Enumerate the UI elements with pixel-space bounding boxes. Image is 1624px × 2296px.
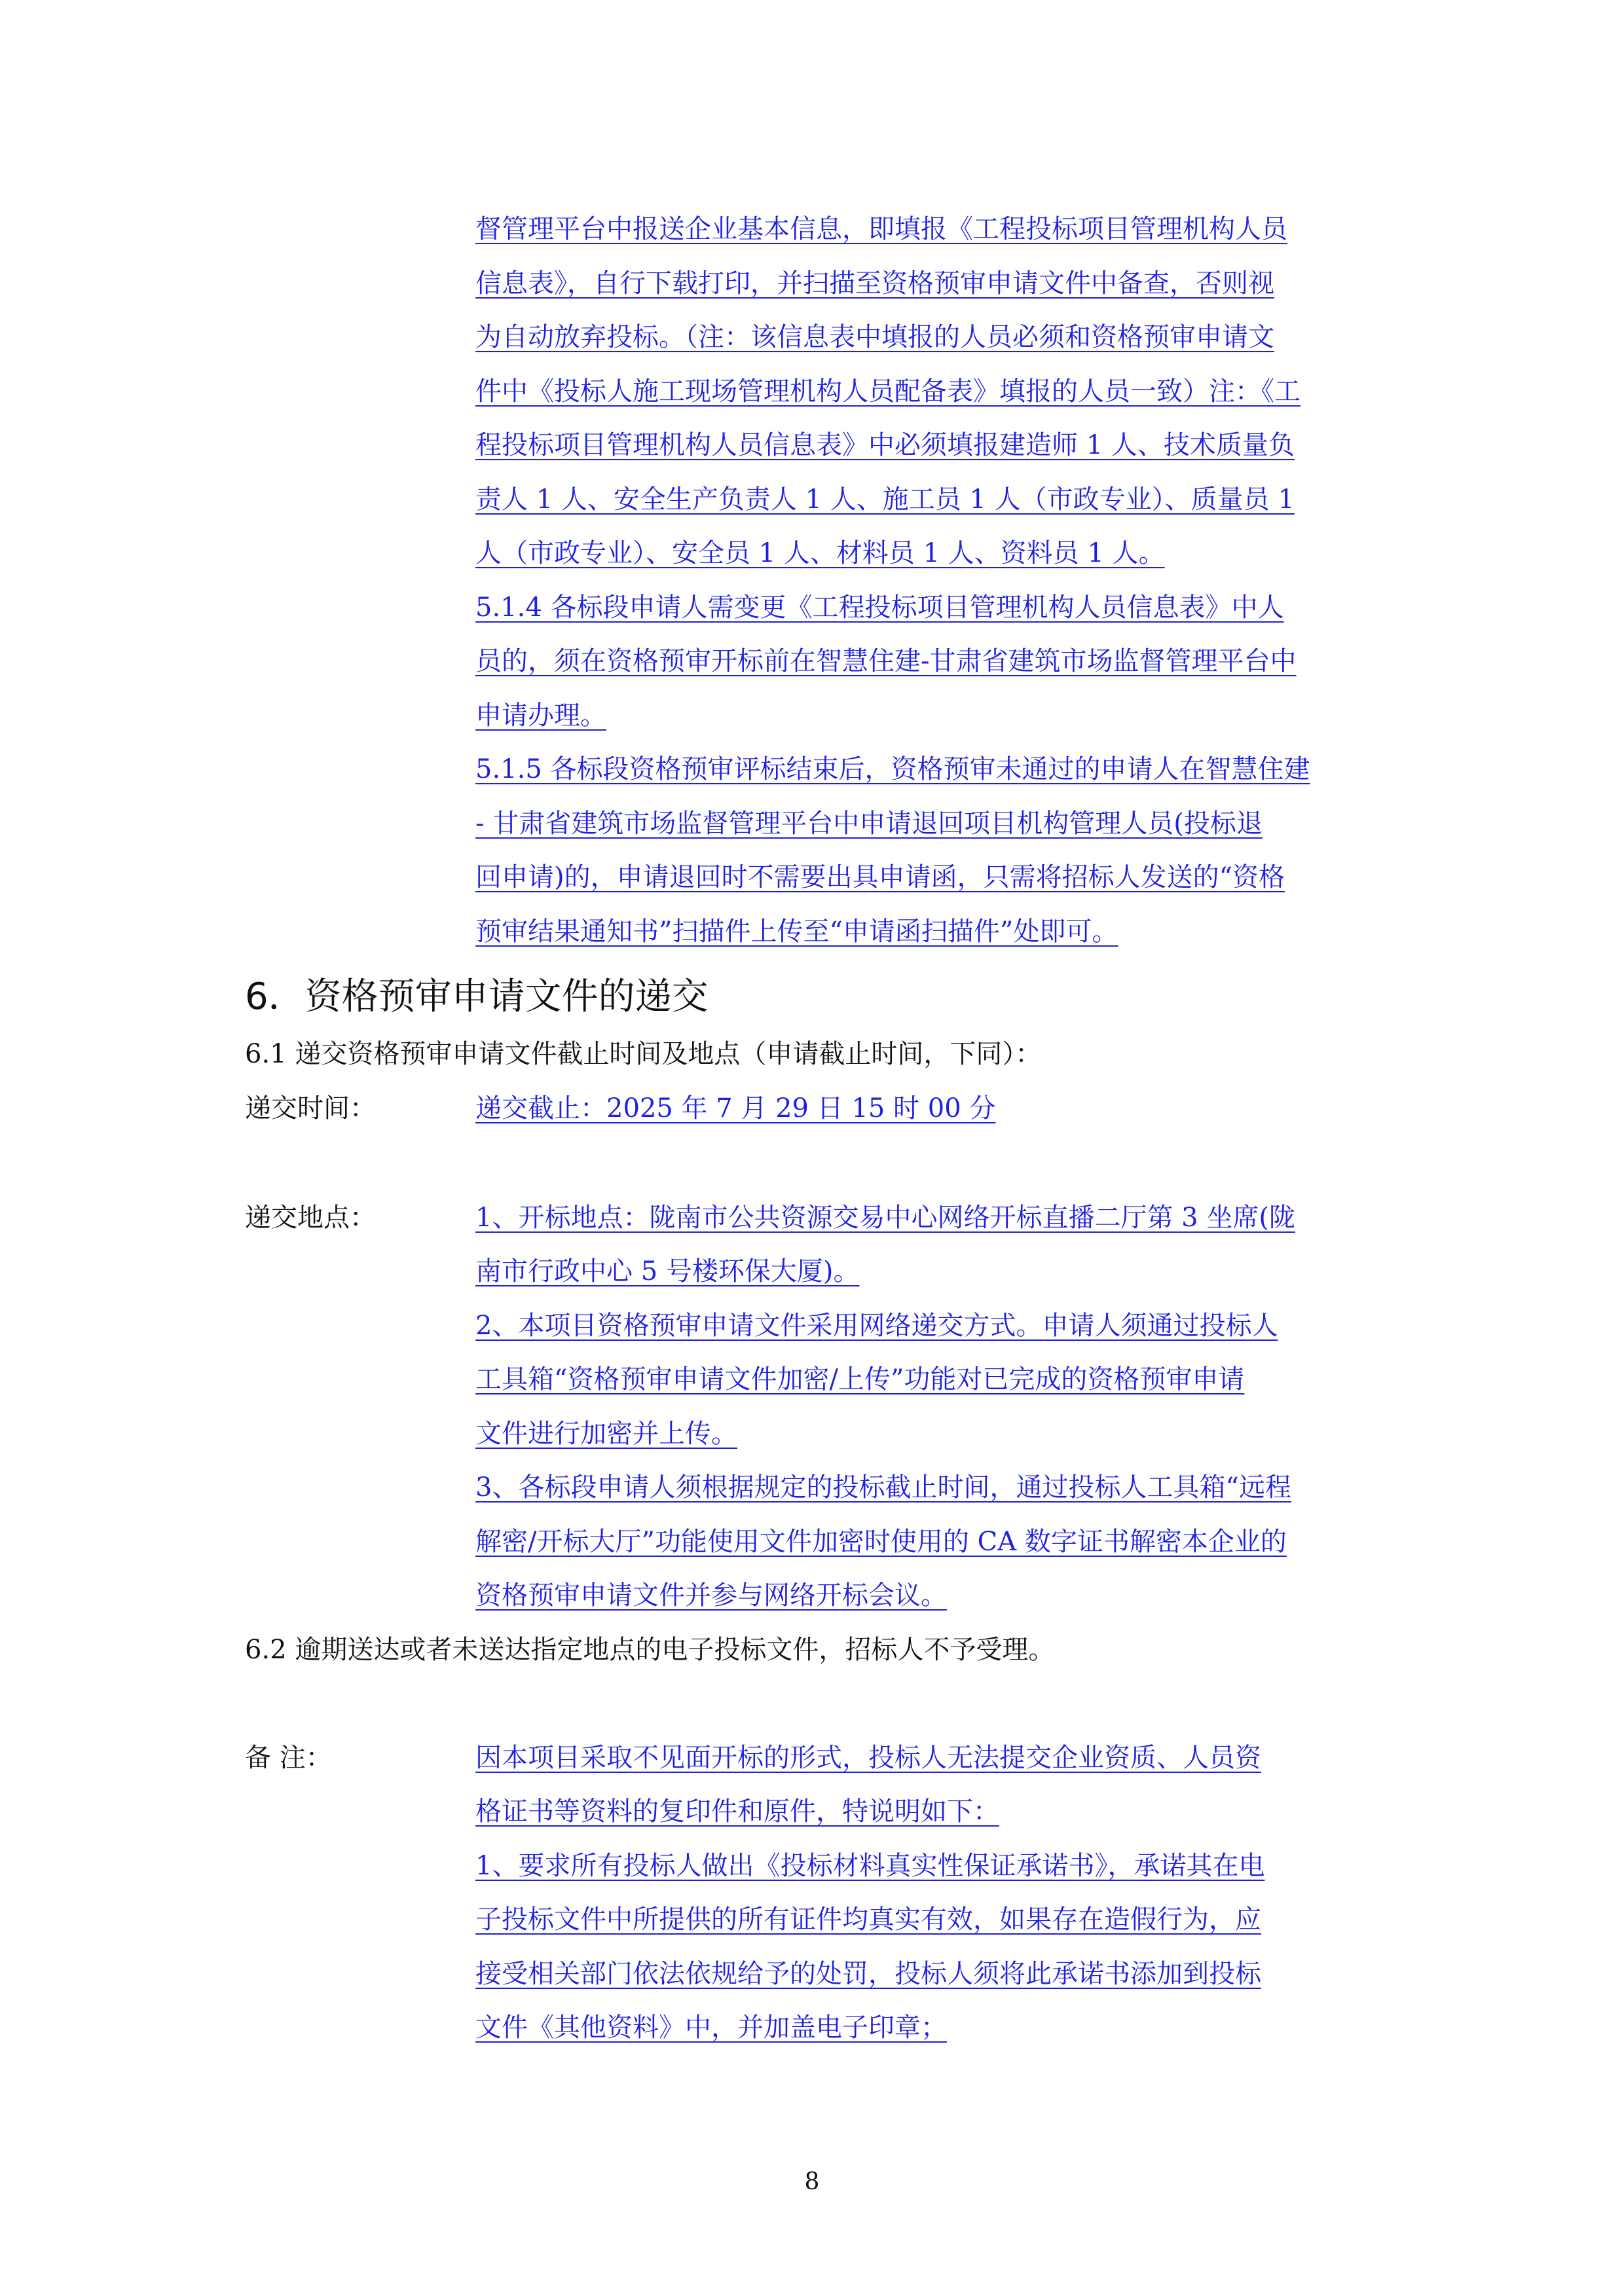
paragraph-line: 文件进行加密并上传。	[475, 1419, 737, 1449]
paragraph-line: 3、各标段申请人须根据规定的投标截止时间，通过投标人工具箱“远程	[475, 1472, 1291, 1503]
paragraph-line: 回申请)的，申请退回时不需要出具申请函，只需将招标人发送的“资格	[475, 862, 1285, 892]
paragraph-line: 文件《其他资料》中，并加盖电子印章；	[475, 2013, 947, 2043]
paragraph-line: 工具箱“资格预审申请文件加密/上传”功能对已完成的资格预审申请	[475, 1364, 1245, 1394]
section-heading: 6．资格预审申请文件的递交	[245, 975, 709, 1018]
paragraph-line: 1、要求所有投标人做出《投标材料真实性保证承诺书》，承诺其在电	[475, 1851, 1265, 1881]
paragraph-line: 预审结果通知书”扫描件上传至“申请函扫描件”处即可。	[475, 917, 1118, 947]
paragraph-line: 子投标文件中所提供的所有证件均真实有效，如果存在造假行为，应	[475, 1904, 1261, 1935]
paragraph-line: - 甘肃省建筑市场监督管理平台中申请退回项目机构管理人员(投标退	[475, 809, 1263, 839]
page-number: 8	[804, 2168, 820, 2195]
deadline-value: 递交截止：2025 年 7 月 29 日 15 时 00 分	[475, 1093, 996, 1123]
paragraph-line: 格证书等资料的复印件和原件，特说明如下：	[475, 1796, 999, 1827]
place-label: 递交地点：	[245, 1203, 376, 1233]
paragraph-line: 5.1.4 各标段申请人需变更《工程投标项目管理机构人员信息表》中人	[475, 592, 1284, 623]
paragraph-line: 为自动放弃投标。（注：该信息表中填报的人员必须和资格预审申请文	[475, 322, 1274, 352]
paragraph-line: 申请办理。	[475, 701, 606, 731]
paragraph-line: 5.1.5 各标段资格预审评标结束后，资格预审未通过的申请人在智慧住建	[475, 754, 1310, 784]
paragraph-line: 督管理平台中报送企业基本信息，即填报《工程投标项目管理机构人员	[475, 214, 1287, 244]
paragraph-line: 接受相关部门依法依规给予的处罚，投标人须将此承诺书添加到投标	[475, 1959, 1261, 1989]
clause-6-2: 6.2 逾期送达或者未送达指定地点的电子投标文件，招标人不予受理。	[245, 1635, 1055, 1665]
paragraph-line: 责人 1 人、安全生产负责人 1 人、施工员 1 人（市政专业）、质量员 1	[475, 484, 1295, 515]
paragraph-line: 员的，须在资格预审开标前在智慧住建-甘肃省建筑市场监督管理平台中	[475, 646, 1297, 676]
paragraph-line: 信息表》，自行下载打印，并扫描至资格预审申请文件中备查，否则视	[475, 268, 1274, 299]
paragraph-line: 资格预审申请文件并参与网络开标会议。	[475, 1580, 947, 1611]
paragraph-line: 2、本项目资格预审申请文件采用网络递交方式。申请人须通过投标人	[475, 1311, 1278, 1341]
paragraph-line: 因本项目采取不见面开标的形式，投标人无法提交企业资质、人员资	[475, 1743, 1261, 1773]
paragraph-line: 人（市政专业）、安全员 1 人、材料员 1 人、资料员 1 人。	[475, 538, 1165, 568]
paragraph-line: 程投标项目管理机构人员信息表》中必须填报建造师 1 人、技术质量负	[475, 430, 1295, 460]
clause-6-1: 6.1 递交资格预审申请文件截止时间及地点（申请截止时间，下同）：	[245, 1039, 1042, 1069]
paragraph-line: 解密/开标大厅”功能使用文件加密时使用的 CA 数字证书解密本企业的	[475, 1527, 1287, 1557]
deadline-label: 递交时间：	[245, 1093, 376, 1123]
paragraph-line: 1、开标地点：陇南市公共资源交易中心网络开标直播二厅第 3 坐席(陇	[475, 1203, 1295, 1233]
paragraph-line: 件中《投标人施工现场管理机构人员配备表》填报的人员一致）注：《工	[475, 376, 1301, 407]
paragraph-line: 南市行政中心 5 号楼环保大厦)。	[475, 1256, 860, 1286]
remark-label: 备 注：	[245, 1743, 332, 1773]
